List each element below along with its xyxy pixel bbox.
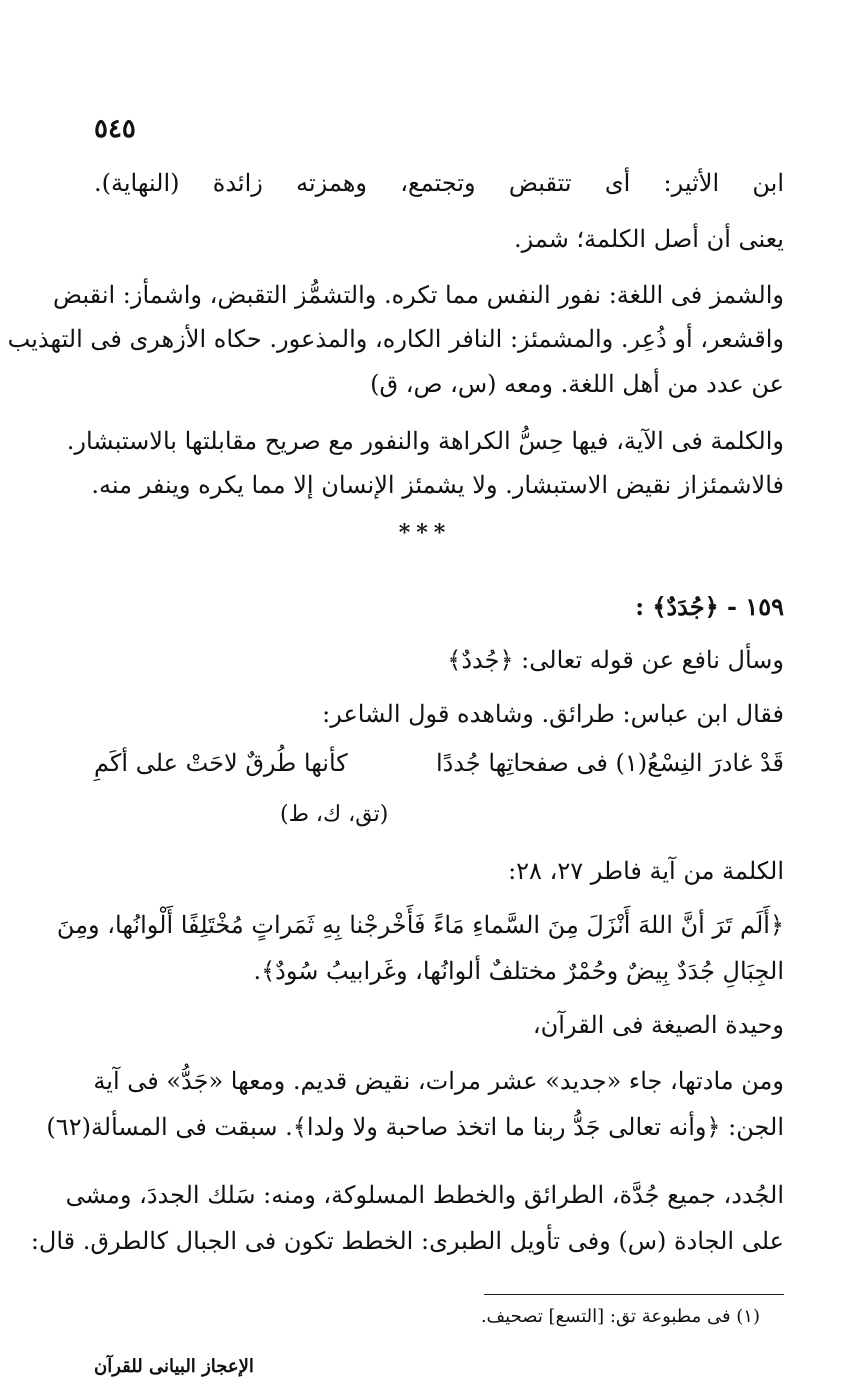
text-line: الجن: ﴿وأنه تعالى جَدُّ ربنا ما اتخذ صاحبة ولا ولدا﴾. سبقت فى المسألة(٦٢) <box>46 1113 784 1141</box>
quran-verse-line: ﴿أَلَم تَرَ أنَّ اللهَ أَنْزَلَ مِنَ السَّماءِ مَاءً فَأَخْرجْنا بِهِ ثَمَراتٍ مُخْتَلِفًا أَلْوانُها، ومِنَ <box>56 911 784 939</box>
entry-heading: ١٥٩ - ﴿جُدَدٌ﴾ : <box>635 592 784 621</box>
text-line: عن عدد من أهل اللغة. ومعه (س، ص، ق) <box>370 370 784 398</box>
page-number: ٥٤٥ <box>94 114 136 144</box>
text-line: فالاشمئزاز نقيض الاستبشار. ولا يشمئز الإنسان إلا مما يكره وينفر منه. <box>91 471 784 499</box>
verse-reference: (تق، ك، ط) <box>280 802 389 827</box>
text-line: ابن الأثير: أى تتقبض وتجتمع، وهمزته زائدة (النهاية). <box>94 169 784 197</box>
footnote-rule <box>484 1294 784 1295</box>
text-line: وحيدة الصيغة فى القرآن، <box>532 1011 784 1039</box>
footnote: (١) فى مطبوعة تق: [التسع] تصحيف. <box>480 1306 760 1327</box>
text-line: واقشعر، أو ذُعِر. والمشمئز: النافر الكاره، والمذعور. حكاه الأزهرى فى التهذيب <box>7 325 784 353</box>
text-line: والشمز فى اللغة: نفور النفس مما تكره. والتشمُّز التقبض، واشمأز: انقبض <box>53 281 784 309</box>
text-line: الكلمة من آية فاطر ٢٧، ٢٨: <box>508 857 784 885</box>
section-separator: *** <box>398 520 452 546</box>
text-line: يعنى أن أصل الكلمة؛ شمز. <box>514 225 784 253</box>
text-line: الجُدد، جميع جُدَّة، الطرائق والخطط المسلوكة، ومنه: سَلك الجددَ، ومشى <box>65 1181 784 1209</box>
text-line: والكلمة فى الآية، فيها حِسُّ الكراهة والنفور مع صريح مقابلتها بالاستبشار. <box>66 427 784 455</box>
verse-first-hemistich: قَدْ غادرَ النِسْعُ(١) فى صفحاتِها جُددًا <box>435 749 784 777</box>
text-line: وسأل نافع عن قوله تعالى: ﴿جُددٌ﴾ <box>447 646 784 674</box>
text-line: فقال ابن عباس: طرائق. وشاهده قول الشاعر: <box>322 700 784 728</box>
verse-second-hemistich: كأنها طُرقٌ لاحَتْ على أكَمِ <box>94 749 348 777</box>
text-line: على الجادة (س) وفى تأويل الطبرى: الخطط تكون فى الجبال كالطرق. قال: <box>30 1227 784 1255</box>
text-line: ومن مادتها، جاء «جديد» عشر مرات، نقيض قديم. ومعها «جَدُّ» فى آية <box>93 1067 784 1095</box>
book-title: الإعجاز البيانى للقرآن <box>94 1356 254 1377</box>
quran-verse-line: الجِبَالِ جُدَدٌ بِيضٌ وحُمْرٌ مختلفٌ ألوانُها، وغَرابيبُ سُودٌ﴾. <box>253 957 784 985</box>
